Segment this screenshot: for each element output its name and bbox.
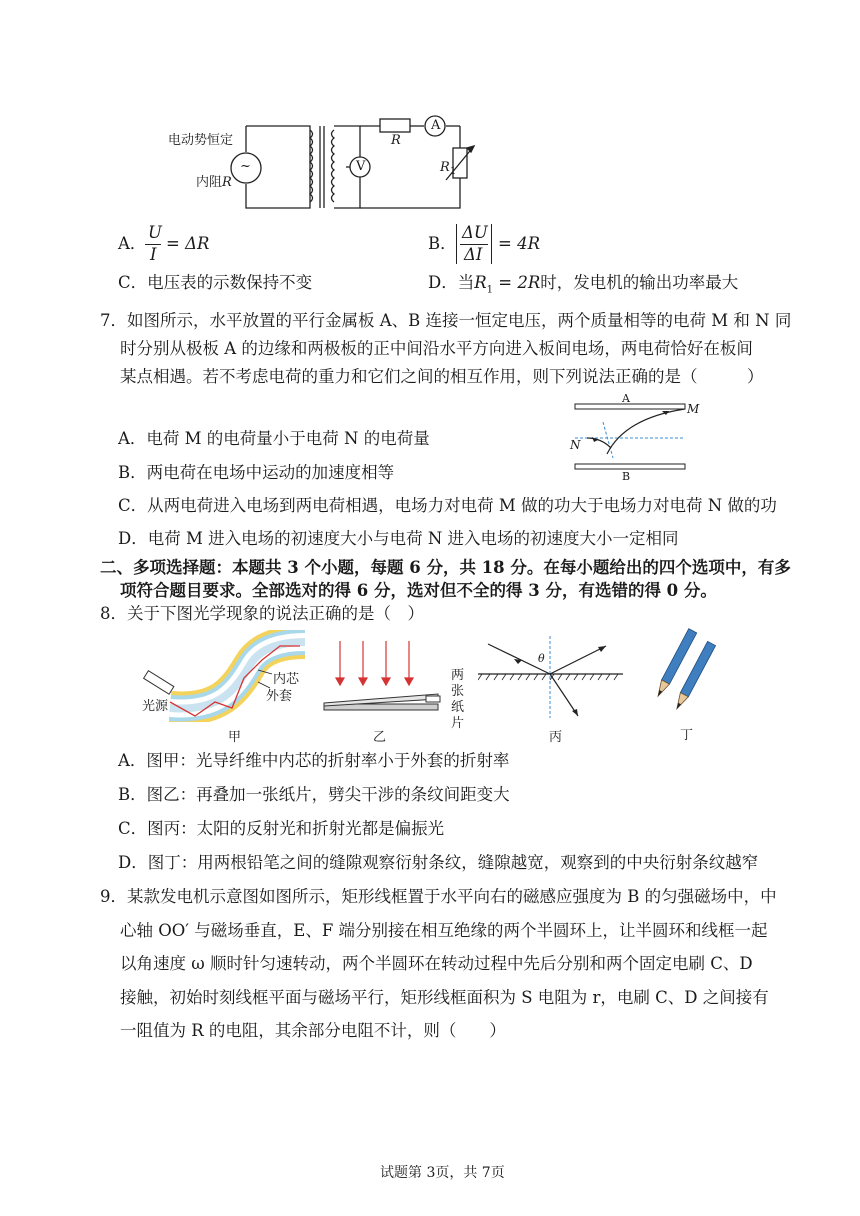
q9-stem-line5: 一阻值为 R 的电阻，其余部分电阻不计，则（ ） <box>120 1021 506 1040</box>
q9-stem-line4: 接触，初始时刻线框平面与磁场平行，矩形线框面积为 S 电阻为 r，电刷 C、D 之间接有 <box>120 988 769 1007</box>
q8-fig-yi <box>320 636 450 716</box>
section2-heading-line2: 项符合题目要求。全部选对的得 6 分，选对但不全的得 3 分，有选错的得 0 分。 <box>120 581 717 600</box>
q8-option-c[interactable]: C．图丙：太阳的反射光和折射光都是偏振光 <box>118 819 445 838</box>
q8-light-source-label: 光源 <box>142 699 169 714</box>
q7-stem-line3: 某点相遇。若不考虑电荷的重力和它们之间的相互作用，则下列说法正确的是（ ） <box>120 367 764 386</box>
q7-option-c[interactable]: C．从两电荷进入电场到两电荷相遇，电场力对电荷 M 做的功大于电场力对电荷 N 做的功 <box>118 496 777 515</box>
q8-paper-label-3: 纸 <box>451 700 465 715</box>
q7-option-d[interactable]: D．电荷 M 进入电场的初速度大小与电荷 N 进入电场的初速度大小一定相同 <box>118 529 679 548</box>
q6-ammeter-label: A <box>431 118 441 133</box>
q7-plate-a-label: A <box>622 392 630 405</box>
q7-option-b[interactable]: B．两电荷在电场中运动的加速度相等 <box>118 463 395 482</box>
q7-stem-line1: 7．如图所示，水平放置的平行金属板 A、B 连接一恒定电压，两个质量相等的电荷 M 和 N 同 <box>100 311 792 330</box>
q7-charge-m-label: M <box>687 402 700 416</box>
q6-internal-label: 内阻 <box>196 175 223 190</box>
q6-resistor-label: R <box>391 133 401 148</box>
q8-theta-label: θ <box>538 652 545 665</box>
q9-stem-line1: 9．某款发电机示意图如图所示，矩形线框置于水平向右的磁感应强度为 B 的匀强磁场中，中 <box>100 887 777 906</box>
q6-internal-sym: R <box>222 175 232 190</box>
section2-heading-line1: 二、多项选择题：本题共 3 个小题，每题 6 分，共 18 分。在每小题给出的四个选项中，有多 <box>100 558 791 577</box>
q7-plate-b-label: B <box>622 470 631 483</box>
q8-bing-label: 丙 <box>549 730 563 745</box>
q8-option-b[interactable]: B．图乙：再叠加一张纸片，劈尖干涉的条纹间距变大 <box>118 785 510 804</box>
q9-stem-line3: 以角速度 ω 顺时针匀速转动，两个半圆环在转动过程中先后分别和两个固定电刷 C、D <box>120 954 753 973</box>
q8-paper-label-4: 片 <box>451 716 465 731</box>
q8-core-label: 内芯 <box>273 672 300 687</box>
q8-stem: 8．关于下图光学现象的说法正确的是（ ） <box>100 604 424 623</box>
q8-paper-label-1: 两 <box>451 668 465 683</box>
q6-emf-label: 电动势恒定 <box>168 133 234 148</box>
q7-plates-figure <box>565 392 705 484</box>
q6-rheostat-sub: 1 <box>450 166 457 177</box>
q6-generator-symbol: ~ <box>240 159 251 174</box>
q8-yi-label: 乙 <box>373 730 387 745</box>
q6-option-c[interactable]: C．电压表的示数保持不变 <box>118 273 313 292</box>
q8-option-d[interactable]: D．图丁：用两根铅笔之间的缝隙观察衍射条纹，缝隙越宽，观察到的中央衍射条纹越窄 <box>118 853 759 872</box>
q7-stem-line2: 时分别从极板 A 的边缘和两极板的正中间沿水平方向进入板间电场，两电荷恰好在板间 <box>120 339 753 358</box>
q7-option-a[interactable]: A．电荷 M 的电荷量小于电荷 N 的电荷量 <box>118 429 430 448</box>
q8-fig-bing <box>478 630 628 724</box>
q8-option-a[interactable]: A．图甲：光导纤维中内芯的折射率小于外套的折射率 <box>118 751 510 770</box>
q9-stem-line2: 心轴 OO′ 与磁场垂直，E、F 端分别接在相互绝缘的两个半圆环上，让半圆环和线框一起 <box>120 921 768 940</box>
q8-ding-label: 丁 <box>680 728 694 743</box>
q8-paper-label-2: 张 <box>451 684 465 699</box>
q6-voltmeter-label: V <box>356 159 366 174</box>
page-footer: 试题第 3页，共 7页 <box>380 1165 505 1181</box>
q6-rheostat-label: R <box>440 160 450 175</box>
q7-charge-n-label: N <box>570 438 581 452</box>
q8-fig-ding <box>648 626 718 718</box>
q8-jia-label: 甲 <box>228 730 242 745</box>
q8-cladding-label: 外套 <box>266 689 293 704</box>
q6-option-d[interactable]: D．当$R_1 = 2R$时，发电机的输出功率最大 <box>428 273 739 296</box>
